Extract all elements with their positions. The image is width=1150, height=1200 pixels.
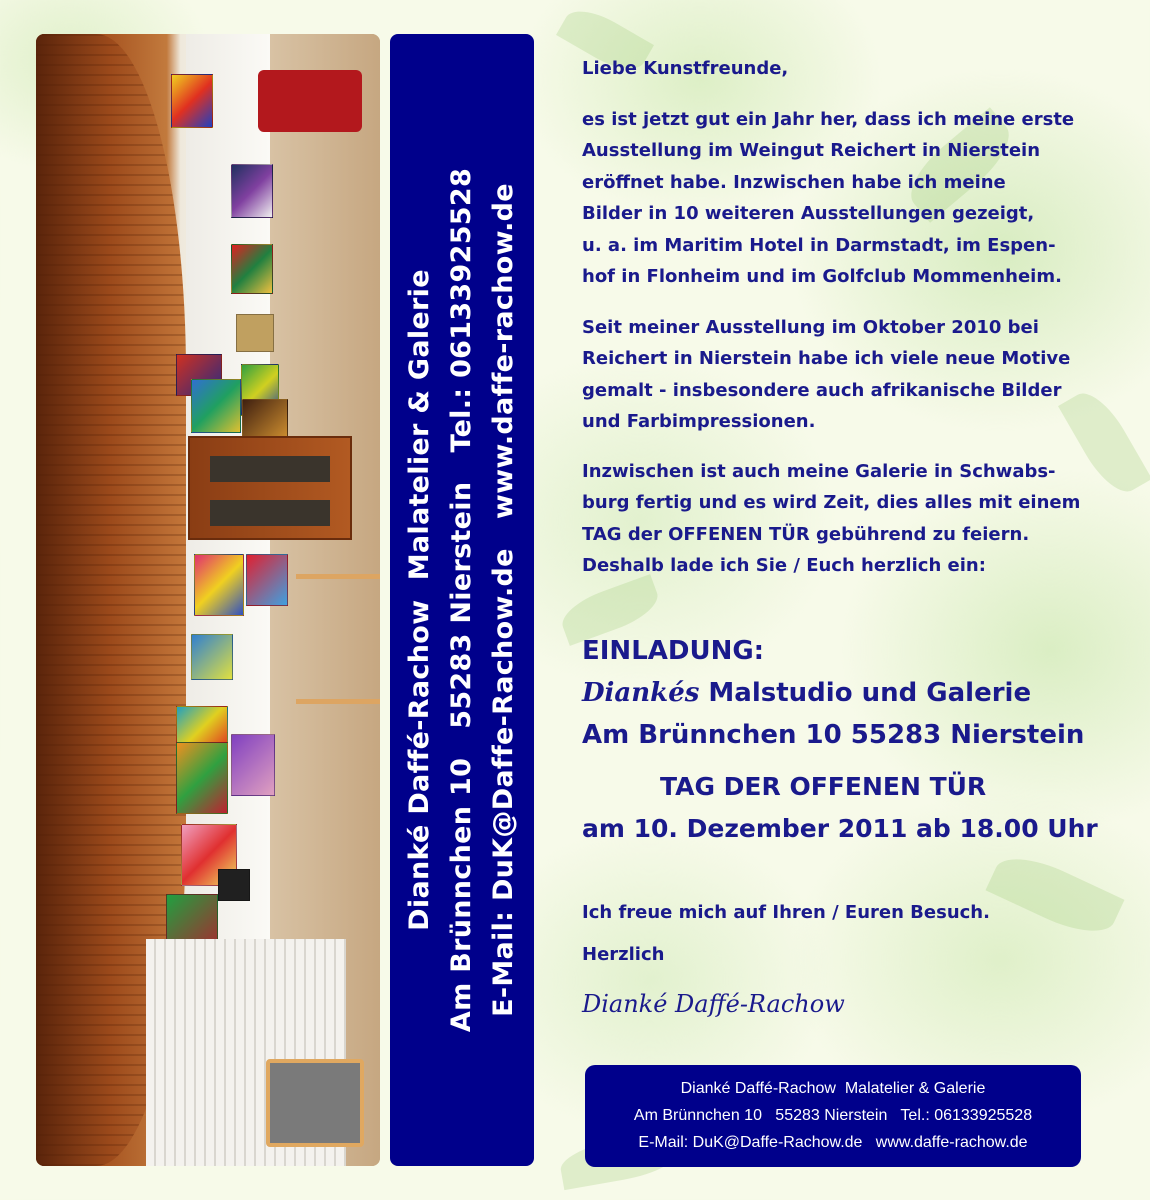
text-line: TAG der OFFENEN TÜR gebührend zu feiern. [582, 523, 1030, 545]
door-glass [210, 500, 330, 526]
venue-text: Malstudio und Galerie [699, 678, 1032, 708]
footer-line-web: E-Mail: DuK@Daffe-Rachow.de www.daffe-rachow.de [638, 1134, 1028, 1151]
event-title: TAG DER OFFENEN TÜR [660, 772, 987, 801]
letter-paragraph-2 [582, 312, 1122, 438]
painting [176, 742, 228, 814]
painting [246, 554, 288, 606]
invitation-venue [582, 678, 1031, 708]
band-line-name: Dianké Daffé-Rachow Malatelier & Galerie [404, 269, 435, 931]
closing-thanks: Ich freue mich auf Ihren / Euren Besuch. [582, 902, 990, 923]
painting [191, 379, 241, 433]
band-line-address: Am Brünnchen 10 55283 Nierstein Tel.: 06133925528 [446, 167, 477, 1033]
gallery-panorama-photo [36, 34, 380, 1166]
footer-contact-box [585, 1065, 1081, 1167]
contact-band-text [399, 50, 525, 1150]
painting [231, 734, 275, 796]
text-line: Reichert in Nierstein habe ich viele neue Motive [582, 348, 1071, 370]
invitation-heading: EINLADUNG: [582, 636, 765, 666]
letter-paragraph-3 [582, 456, 1122, 582]
brand-script-logo: Diankés [582, 678, 700, 708]
text-line: es ist jetzt gut ein Jahr her, dass ich meine erste [582, 109, 1075, 130]
text-line: Inzwischen ist auch meine Galerie in Schwabs- [582, 461, 1056, 482]
lounge-chair [266, 1059, 364, 1147]
text-line: eröffnet habe. Inzwischen habe ich meine [582, 171, 1006, 193]
painting [242, 399, 288, 441]
gallery-door [188, 436, 352, 540]
closing-regards: Herzlich [582, 944, 665, 965]
text-line: und Farbimpressionen. [582, 411, 816, 433]
letter-greeting: Liebe Kunstfreunde, [582, 58, 789, 79]
handwritten-signature: Dianké Daffé-Rachow [582, 990, 845, 1018]
text-line: Seit meiner Ausstellung im Oktober 2010 bei [582, 317, 1039, 338]
band-line-web: E-Mail: DuK@Daffe-Rachow.de www.daffe-rachow.de [488, 183, 519, 1017]
tv-monitor [218, 869, 250, 901]
wooden-easel [296, 574, 380, 704]
text-line: gemalt - insbesondere auch afrikanische Bilder [582, 379, 1062, 401]
door-glass [210, 456, 330, 482]
event-date: am 10. Dezember 2011 ab 18.00 Uhr [582, 814, 1098, 843]
painting [231, 164, 273, 218]
painting [231, 244, 273, 294]
letter-paragraph-1 [582, 104, 1122, 292]
text-line: hof in Flonheim und im Golfclub Mommenheim. [582, 266, 1062, 288]
background-leaf [986, 845, 1125, 945]
text-line: Bilder in 10 weiteren Ausstellungen gezeigt, [582, 203, 1035, 225]
text-line: u. a. im Maritim Hotel in Darmstadt, im Espen- [582, 234, 1056, 256]
painting [171, 74, 213, 128]
vertical-contact-band [390, 34, 534, 1166]
text-line: burg fertig und es wird Zeit, dies alles mit einem [582, 492, 1081, 514]
painting [191, 634, 233, 680]
text-line: Ausstellung im Weingut Reichert in Nierstein [582, 140, 1041, 162]
painting [236, 314, 274, 352]
footer-line-name: Dianké Daffé-Rachow Malatelier & Galerie [680, 1080, 986, 1097]
invitation-address: Am Brünnchen 10 55283 Nierstein [582, 720, 1085, 750]
footer-line-address: Am Brünnchen 10 55283 Nierstein Tel.: 06133925528 [633, 1107, 1033, 1124]
red-armchair [258, 70, 362, 132]
text-line: Deshalb lade ich Sie / Euch herzlich ein: [582, 555, 986, 577]
painting [194, 554, 244, 616]
